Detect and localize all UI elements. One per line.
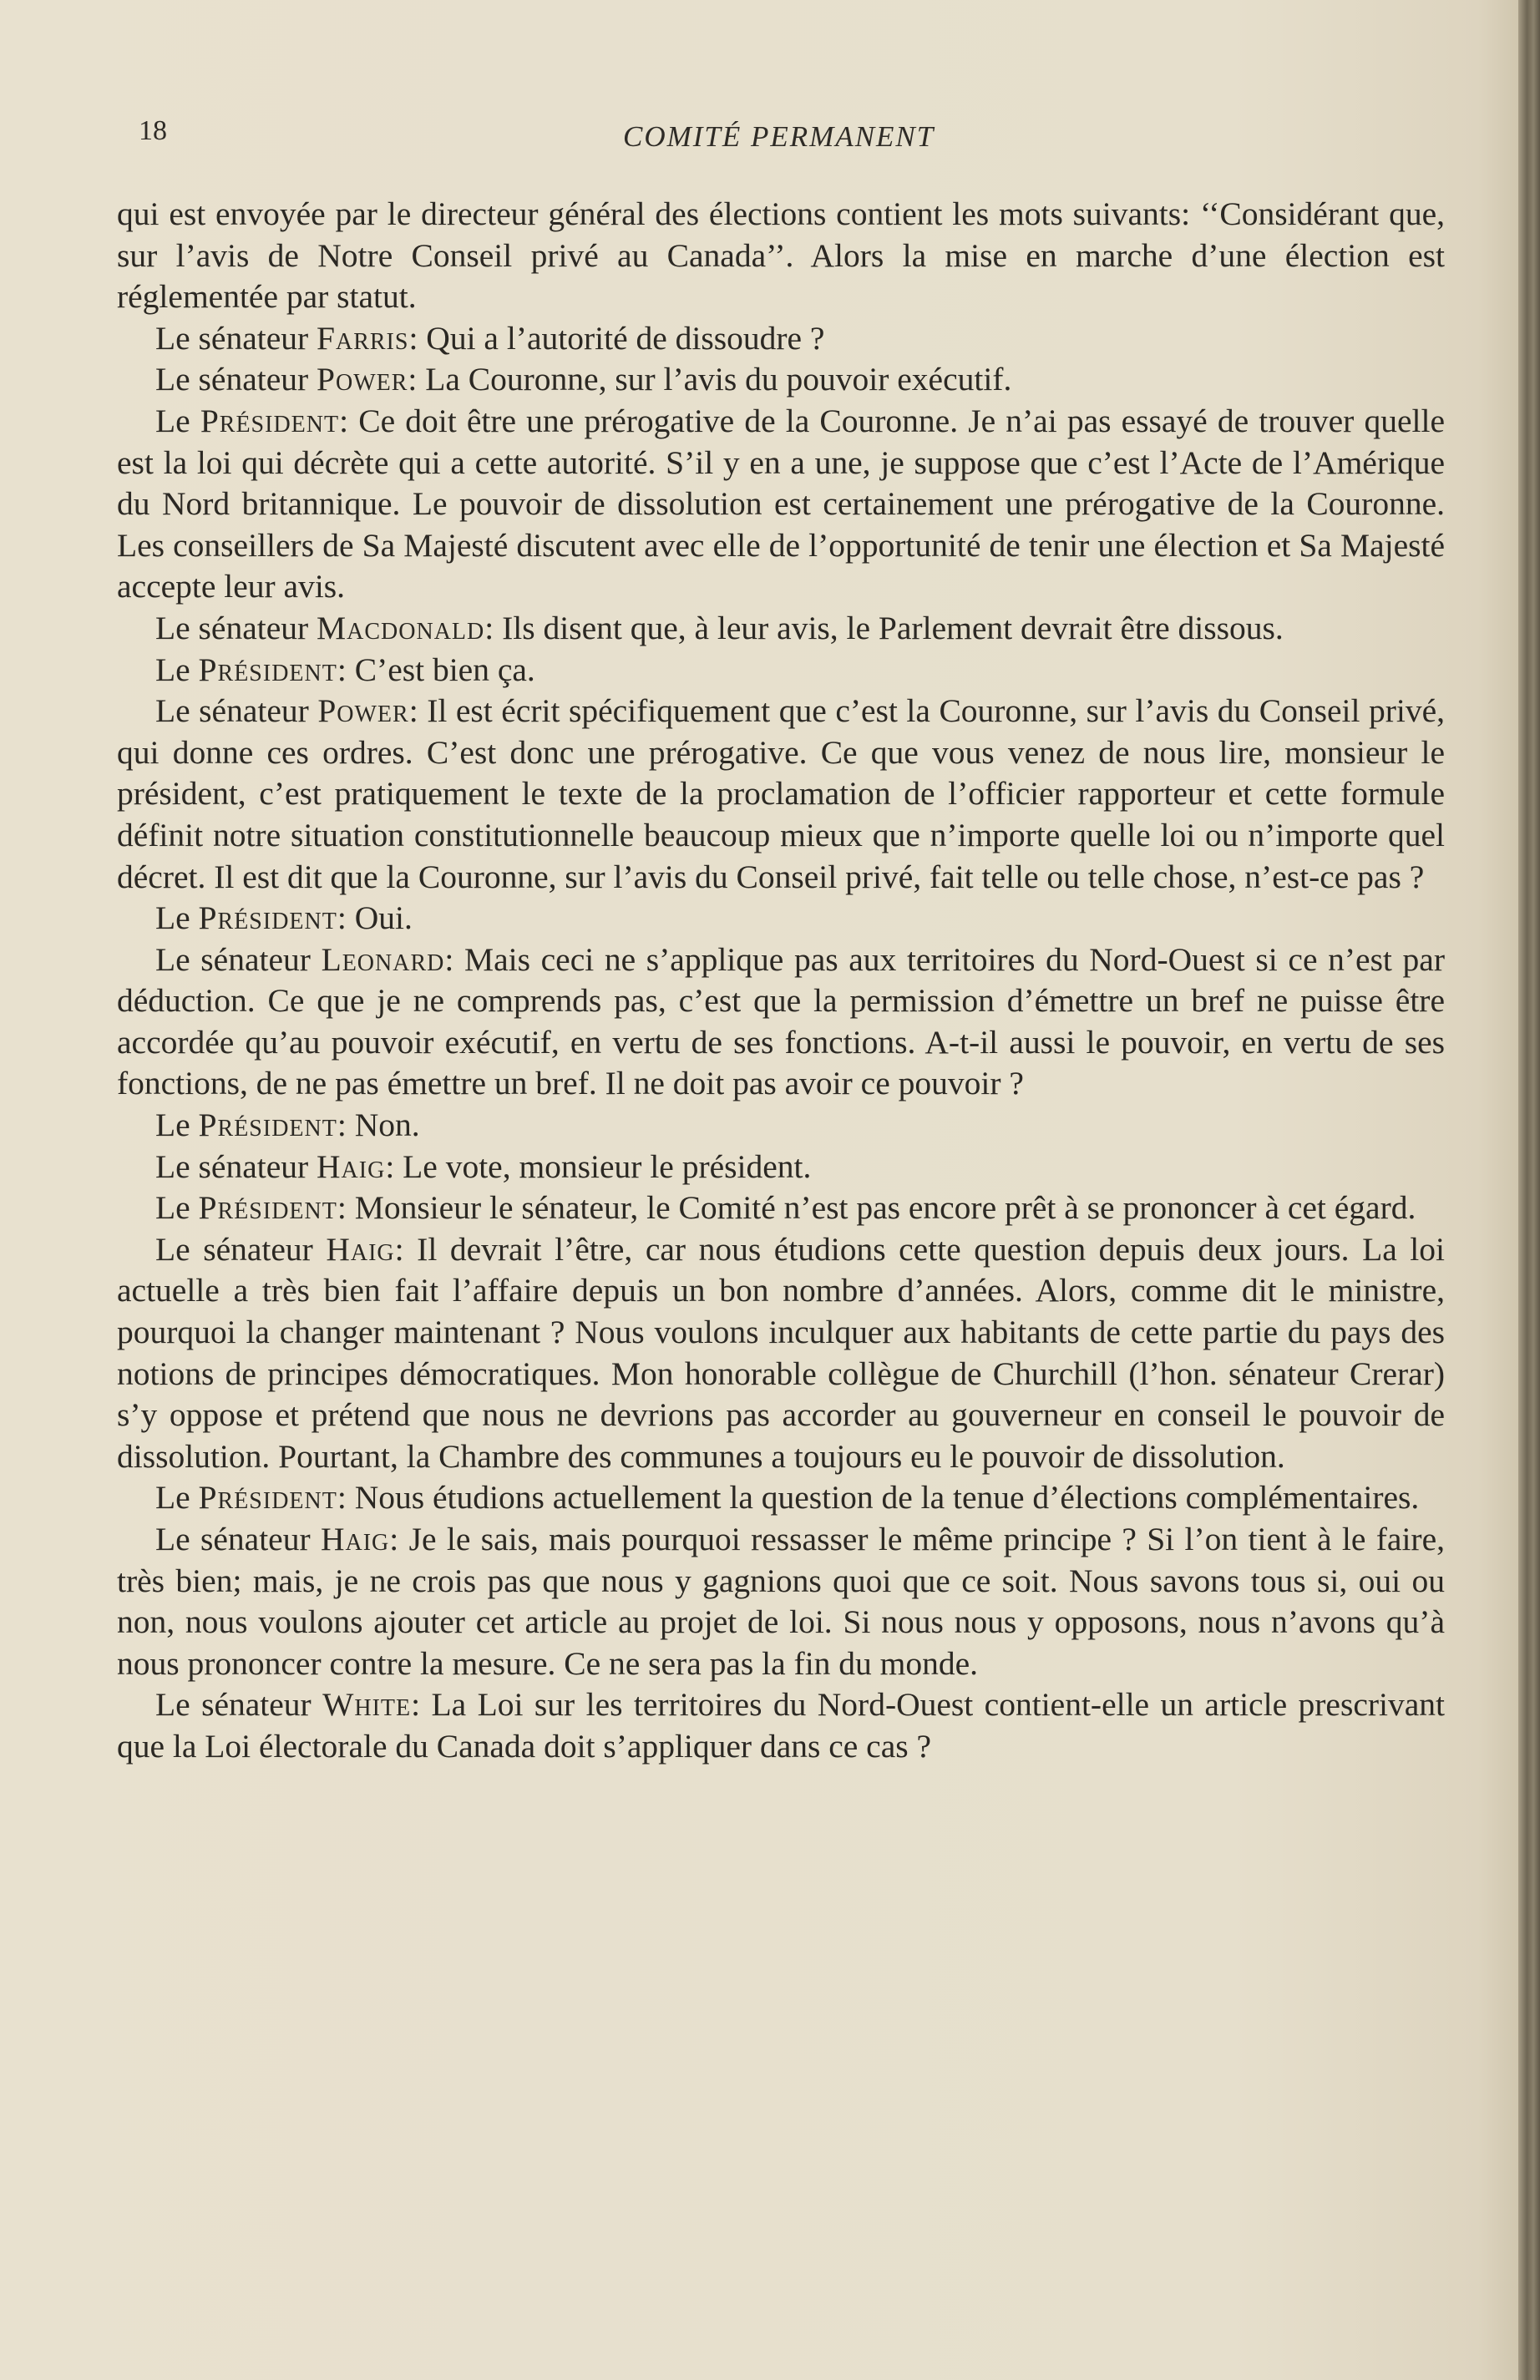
speaker-name: Power xyxy=(317,692,409,730)
paragraph xyxy=(117,898,1445,939)
paragraph xyxy=(117,1147,1445,1188)
paragraph xyxy=(117,1519,1445,1684)
speaker-prefix: Le xyxy=(155,402,200,439)
paragraph-text: : Oui. xyxy=(337,899,413,937)
paragraph xyxy=(117,194,1445,318)
paragraph-text: : Il devrait l’être, car nous étudions cette question depuis deux jours. La loi actuelle a très bien fait l’affaire depuis un bon nombre d’années. Alors, comme dit le ministre, pourquoi la changer maintenant ? Nous voulons inculquer aux habitants de cette partie du pays des notions de principes démocratiques. Mon honorable collègue de Churchill (l’hon. sénateur Crerar) s’y oppose et prétend que nous ne devrions pas accorder au gouverneur en conseil le pouvoir de dissolution. Pourtant, la Chambre des communes a toujours eu le pouvoir de dissolution. xyxy=(117,1230,1445,1475)
speaker-name: Président xyxy=(198,899,337,937)
paragraph-text: : Ils disent que, à leur avis, le Parlement devrait être dissous. xyxy=(484,609,1284,646)
speaker-name: Président xyxy=(198,1106,337,1144)
paragraph-text: : Le vote, monsieur le président. xyxy=(385,1147,812,1185)
paragraph xyxy=(117,318,1445,360)
speaker-name: Président xyxy=(198,651,337,688)
speaker-name: Leonard xyxy=(321,940,445,978)
speaker-prefix: Le sénateur xyxy=(155,940,322,978)
page-edge-shadow xyxy=(1518,0,1540,2380)
speaker-name: Président xyxy=(200,402,340,439)
paragraph xyxy=(117,939,1445,1105)
running-head: COMITÉ PERMANENT xyxy=(623,120,935,153)
speaker-name: Président xyxy=(198,1189,337,1227)
speaker-prefix: Le sénateur xyxy=(155,319,317,357)
speaker-prefix: Le sénateur xyxy=(155,1521,321,1557)
paragraph-text: : Je le sais, mais pourquoi ressasser le même principe ? Si l’on tient à le faire, très bien; mais, je ne crois pas que nous y gagnions quoi que ce soit. Nous savons tous si, oui ou non, nous voulons ajouter cet article au projet de loi. Si nous nous y opposons, nous n’avons qu’à nous prononcer contre la mesure. Ce ne sera pas la fin du monde. xyxy=(117,1521,1445,1682)
speaker-prefix: Le xyxy=(155,899,199,937)
paragraph-text: : Non. xyxy=(337,1106,420,1144)
paragraph xyxy=(117,1187,1445,1229)
speaker-name: Haig xyxy=(320,1521,390,1557)
paragraph-text: : Monsieur le sénateur, le Comité n’est pas encore prêt à se prononcer à cet égard. xyxy=(337,1189,1416,1227)
speaker-prefix: Le sénateur xyxy=(155,1230,327,1268)
paragraph-text: : La Couronne, sur l’avis du pouvoir exécutif. xyxy=(408,361,1012,398)
speaker-prefix: Le xyxy=(155,651,199,688)
speaker-prefix: Le xyxy=(155,1189,199,1227)
speaker-name: Haig xyxy=(326,1230,395,1268)
paragraph xyxy=(117,1229,1445,1478)
speaker-prefix: Le sénateur xyxy=(155,609,317,646)
speaker-prefix: Le sénateur xyxy=(155,1686,323,1724)
paragraph-text: : Mais ceci ne s’applique pas aux territoires du Nord-Ouest si ce n’est par déduction. Ce que je ne comprends pas, c’est que la permission d’émettre un bref ne puisse être accordée qu’au pouvoir exécutif, en vertu de ses fonctions. A-t-il aussi le pouvoir, en vertu de ses fonctions, de ne pas émettre un bref. Il ne doit pas avoir ce pouvoir ? xyxy=(117,940,1445,1102)
paragraph-text: : Nous étudions actuellement la question de la tenue d’élections complémentaires. xyxy=(337,1479,1420,1517)
speaker-prefix: Le xyxy=(155,1106,199,1144)
speaker-name: Président xyxy=(198,1479,337,1517)
speaker-prefix: Le xyxy=(155,1479,199,1517)
paragraph-text: : C’est bien ça. xyxy=(337,651,535,688)
paragraph xyxy=(117,650,1445,691)
paragraph xyxy=(117,1684,1445,1767)
speaker-name: Power xyxy=(317,361,408,398)
speaker-prefix: Le sénateur xyxy=(155,692,318,730)
paragraph-text: : Ce doit être une prérogative de la Couronne. Je n’ai pas essayé de trouver quelle est la loi qui décrète qui a cette autorité. S’il y en a une, je suppose que c’est l’Acte de l’Amérique du Nord britannique. Le pouvoir de dissolution est certainement une prérogative de la Couronne. Les conseillers de Sa Majesté discutent avec elle de l’opportunité de tenir une élection et Sa Majesté accepte leur avis. xyxy=(117,402,1445,605)
speaker-name: Haig xyxy=(317,1147,386,1185)
paragraph-text: : Qui a l’autorité de dissoudre ? xyxy=(408,319,825,357)
paragraph-text: : Il est écrit spécifiquement que c’est la Couronne, sur l’avis du Conseil privé, qui donne ces ordres. C’est donc une prérogative. Ce que vous venez de nous lire, monsieur le président, c’est pratiquement le texte de la proclamation de l’officier rapporteur et cette formule définit notre situation constitutionnelle beaucoup mieux que n’importe quelle loi ou n’importe quel décret. Il est dit que la Couronne, sur l’avis du Conseil privé, fait telle ou telle chose, n’est-ce pas ? xyxy=(117,692,1445,895)
paragraph xyxy=(117,401,1445,608)
speaker-name: Farris xyxy=(317,319,409,357)
paragraph xyxy=(117,608,1445,650)
paragraph xyxy=(117,1477,1445,1519)
paragraph xyxy=(117,359,1445,401)
paragraph-text: qui est envoyée par le directeur général des élections contient les mots suivants: ‘‘Considérant que, sur l’avis de Notre Conseil privé au Canada’’. Alors la mise en marche d’une élection est réglementée par statut. xyxy=(117,195,1445,316)
speaker-prefix: Le sénateur xyxy=(155,1147,317,1185)
body-text xyxy=(117,194,1445,1768)
speaker-name: White xyxy=(322,1686,412,1724)
paragraph-text: : La Loi sur les territoires du Nord-Ouest contient-elle un article prescrivant que la Loi électorale du Canada doit s’appliquer dans ce cas ? xyxy=(117,1686,1445,1765)
paragraph xyxy=(117,691,1445,898)
speaker-name: Macdonald xyxy=(317,609,485,646)
page-number: 18 xyxy=(139,115,167,146)
paragraph xyxy=(117,1105,1445,1147)
speaker-prefix: Le sénateur xyxy=(155,361,317,398)
